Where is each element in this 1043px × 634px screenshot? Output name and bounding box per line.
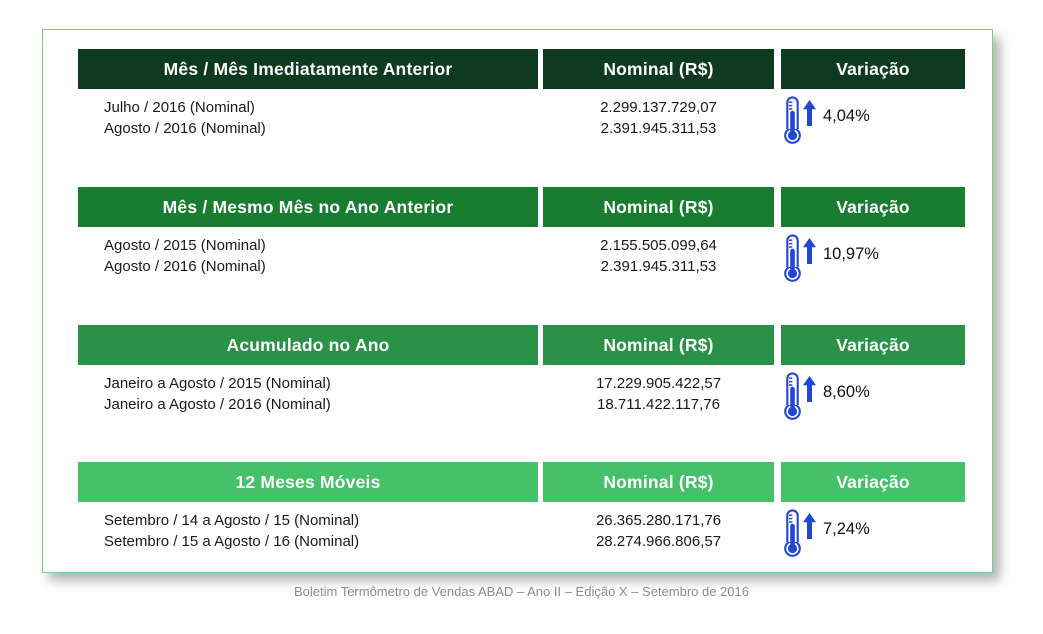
footer-caption: Boletim Termômetro de Vendas ABAD – Ano II – Edição X – Setembro de 2016 xyxy=(293,584,750,599)
column-header-variacao: Variação xyxy=(781,49,965,89)
row-values xyxy=(543,97,774,139)
row-value: 2.299.137.729,07 xyxy=(600,99,717,116)
variation-value: 4,04% xyxy=(823,107,870,125)
column-header-variacao: Variação xyxy=(781,462,965,502)
column-header-nominal: Nominal (R$) xyxy=(543,187,774,227)
row-values xyxy=(543,510,774,552)
row-value: 18.711.422.117,76 xyxy=(597,396,720,413)
variation-cell xyxy=(784,93,870,144)
row-label: Setembro / 14 a Agosto / 15 (Nominal) xyxy=(104,512,360,529)
arrow-up-icon xyxy=(803,513,816,539)
section-title: 12 Meses Móveis xyxy=(78,462,538,502)
column-header-nominal: Nominal (R$) xyxy=(543,49,774,89)
row-label: Janeiro a Agosto / 2015 (Nominal) xyxy=(104,375,331,392)
section-title: Mês / Mês Imediatamente Anterior xyxy=(78,49,538,89)
row-value: 17.229.905.422,57 xyxy=(595,375,722,392)
column-header-variacao: Variação xyxy=(781,187,965,227)
column-header-nominal: Nominal (R$) xyxy=(543,462,774,502)
arrow-up-icon xyxy=(803,238,816,264)
variation-value: 7,24% xyxy=(823,520,870,538)
row-value: 28.274.966.806,57 xyxy=(595,533,722,550)
row-labels xyxy=(104,235,266,277)
section-month-vs-same-month-last-year xyxy=(43,187,992,317)
row-values xyxy=(543,373,774,415)
row-labels xyxy=(104,510,359,552)
section-title: Mês / Mesmo Mês no Ano Anterior xyxy=(78,187,538,227)
arrow-up-icon xyxy=(803,376,816,402)
report-panel xyxy=(42,29,993,573)
row-label: Janeiro a Agosto / 2016 (Nominal) xyxy=(104,396,331,413)
row-label: Agosto / 2016 (Nominal) xyxy=(104,120,266,137)
section-year-to-date xyxy=(43,325,992,455)
row-label: Agosto / 2015 (Nominal) xyxy=(104,237,266,254)
row-value: 2.155.505.099,64 xyxy=(600,237,717,254)
thermometer-icon xyxy=(784,509,801,557)
thermometer-icon xyxy=(784,372,801,420)
row-value: 2.391.945.311,53 xyxy=(600,120,717,137)
row-label: Julho / 2016 (Nominal) xyxy=(104,99,255,116)
row-label: Agosto / 2016 (Nominal) xyxy=(104,258,266,275)
row-labels xyxy=(104,373,331,415)
variation-cell xyxy=(784,369,870,420)
column-header-variacao: Variação xyxy=(781,325,965,365)
thermometer-icon xyxy=(784,96,801,144)
thermometer-icon xyxy=(784,234,801,282)
variation-cell xyxy=(784,506,870,557)
column-header-nominal: Nominal (R$) xyxy=(543,325,774,365)
variation-cell xyxy=(784,231,879,282)
row-value: 2.391.945.311,53 xyxy=(600,258,717,275)
section-12-month-rolling xyxy=(43,462,992,592)
row-value: 26.365.280.171,76 xyxy=(595,512,722,529)
row-label: Setembro / 15 a Agosto / 16 (Nominal) xyxy=(104,533,360,550)
arrow-up-icon xyxy=(803,100,816,126)
section-month-vs-previous-month xyxy=(43,49,992,179)
row-values xyxy=(543,235,774,277)
variation-value: 8,60% xyxy=(823,383,870,401)
variation-value: 10,97% xyxy=(823,245,879,263)
row-labels xyxy=(104,97,266,139)
section-title: Acumulado no Ano xyxy=(78,325,538,365)
